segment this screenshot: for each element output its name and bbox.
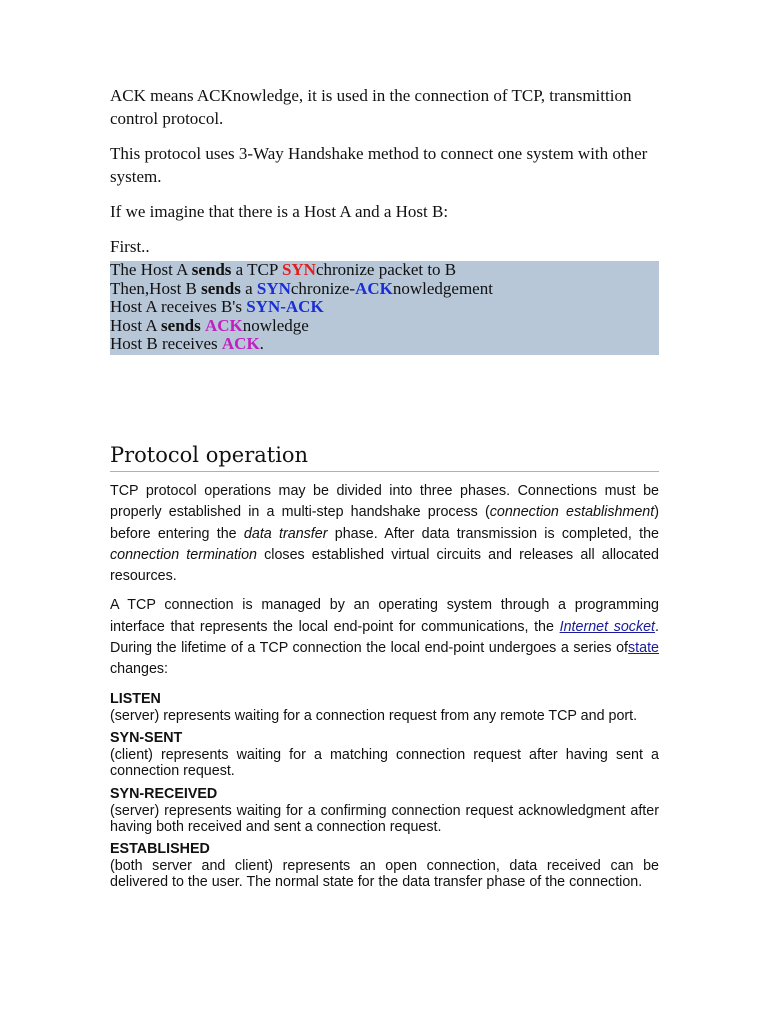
document-page [110,84,659,891]
text: closes established virtual circuits and releases all allocated resources. [110,546,659,585]
handshake-line-2 [110,280,659,299]
text: Host A receives B's [110,297,247,317]
text-bold: sends [161,315,201,335]
state-definitions [110,691,659,891]
text: . [259,334,264,354]
text: Then,Host B [110,278,202,298]
state-term-syn-received: SYN-RECEIVED [110,785,218,802]
text: a [240,278,257,298]
state-link[interactable]: state [628,640,659,657]
text: nowledgement [392,278,493,298]
state-term-established: ESTABLISHED [110,841,210,858]
text: ) before entering the [110,504,659,542]
text: chronize- [290,278,356,298]
text: A TCP connection is managed by an operating system through a programming interface that represents the local end-point for communications, the [110,597,659,635]
protocol-paragraph-2 [110,595,659,680]
section-heading: Protocol operation [110,441,659,472]
state-desc-syn-sent: (client) represents waiting for a matching connection request after having sent a connection request. [110,746,659,780]
text-bold: sends [191,260,232,279]
protocol-section [110,481,659,681]
text: . During the lifetime of a TCP connection the local end-point undergoes a series of [110,618,660,657]
handshake-line-5 [110,335,659,354]
text: TCP protocol operations may be divided into three phases. Connections must be properly established in a multi-step handshake process ( [110,482,659,521]
text: a TCP [231,260,282,279]
state-term-syn-sent: SYN-SENT [110,729,183,746]
handshake-line-3 [110,298,659,317]
text: phase. After data transmission is completed, the [327,525,659,542]
ack-highlight: ACK [221,334,260,354]
italic-term: data transfer [243,525,328,542]
state-desc-established: (both server and client) represents an open connection, data received can be delivered to the user. The normal state for the data transfer phase of the connection. [110,858,659,891]
ack-highlight: ACK [204,315,243,335]
handshake-line-1 [110,261,659,280]
intro-section [110,84,659,258]
text: chronize packet to B [315,260,457,279]
syn-highlight: SYN [281,260,316,279]
state-desc-listen: (server) represents waiting for a connection request from any remote TCP and port. [110,707,638,724]
italic-term: connection termination [110,546,258,563]
intro-paragraph-1: ACK means ACKnowledge, it is used in the connection of TCP, transmittion control protocol. [110,86,632,128]
text: nowledge [242,315,309,335]
intro-paragraph-3: If we imagine that there is a Host A and a Host B: [110,202,449,221]
intro-paragraph-2: This protocol uses 3-Way Handshake method to connect one system with other system. [110,144,648,186]
intro-paragraph-4: First.. [110,237,150,256]
spacer [110,355,659,441]
text: changes: [110,661,169,678]
text-bold: sends [201,278,241,298]
text: Host A [110,315,162,335]
ack-highlight: ACK [355,278,393,298]
syn-highlight: SYN [256,278,291,298]
text: Host B receives [110,334,222,354]
protocol-paragraph-1 [110,481,659,587]
internet-socket-link[interactable]: Internet socket [559,618,656,635]
handshake-line-4 [110,317,659,336]
state-term-listen: LISTEN [110,690,161,707]
synack-highlight: SYN-ACK [246,297,324,317]
italic-term: connection establishment [489,504,655,521]
text: The Host A [110,260,192,279]
state-desc-syn-received: (server) represents waiting for a confirming connection request acknowledgment after having both received and sent a connection request. [110,802,659,835]
handshake-box [110,261,659,355]
